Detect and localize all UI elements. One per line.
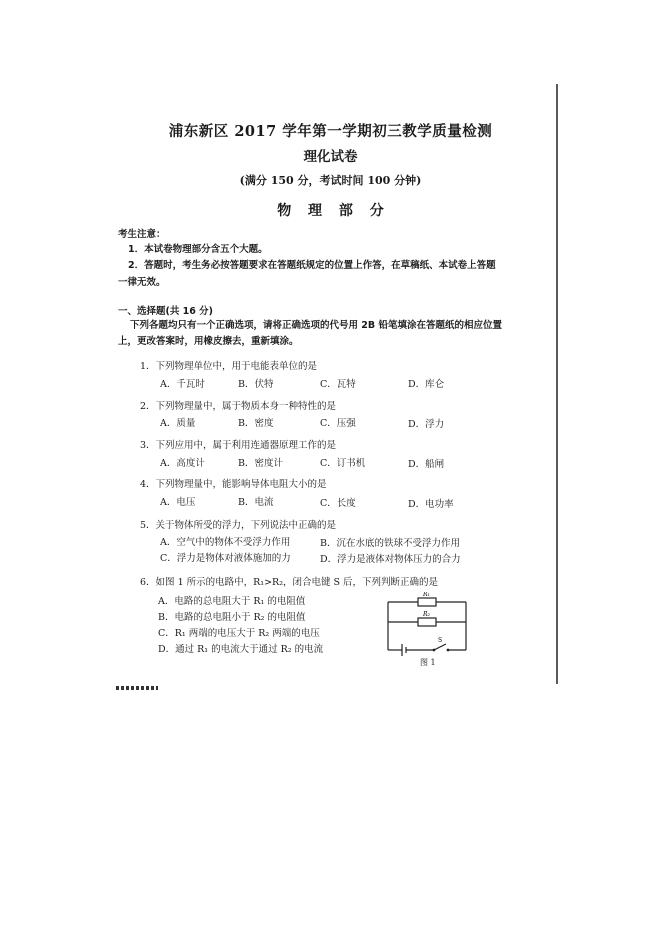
notice-item-1: 1．本试卷物理部分含五个大题。: [128, 244, 268, 255]
question-3-option-b: B．密度计: [238, 458, 283, 469]
question-6-option-a: A．电路的总电阻大于 R₁ 的电阻值: [158, 596, 306, 607]
exam-title: 浦东新区 2017 学年第一学期初三教学质量检测: [168, 123, 493, 140]
question-1-option-a: A．千瓦时: [160, 379, 205, 390]
question-2-option-c: C．压强: [320, 418, 356, 429]
page-mark: [116, 686, 158, 690]
question-6-stem: 6．如图 1 所示的电路中，R₁>R₂，闭合电键 S 后，下列判断正确的是: [140, 577, 439, 588]
part-heading: 一、选择题(共 16 分): [118, 306, 214, 317]
question-2-stem: 2．下列物理量中，属于物质本身一种特性的是: [140, 401, 337, 412]
switch-label: S: [438, 637, 443, 644]
exam-subtitle: 理化试卷: [303, 149, 358, 165]
question-3-option-a: A．高度计: [160, 458, 205, 469]
section-title: 物 理 部 分: [277, 203, 384, 219]
question-3-option-d: D．船闸: [408, 459, 445, 470]
question-4-option-b: B．电流: [238, 497, 274, 508]
question-2-option-b: B．密度: [238, 418, 274, 429]
question-3-stem: 3．下列应用中，属于利用连通器原理工作的是: [140, 440, 337, 451]
question-5-option-d: D．浮力是液体对物体压力的合力: [320, 554, 461, 565]
notice-heading: 考生注意：: [118, 229, 166, 240]
notice-item-2: 2．答题时，考生务必按答题要求在答题纸规定的位置上作答，在草稿纸、本试卷上答题: [128, 260, 496, 271]
question-1-stem: 1．下列物理单位中，用于电能表单位的是: [140, 361, 318, 372]
question-1-option-c: C．瓦特: [320, 379, 356, 390]
question-6-option-c: C．R₁ 两端的电压大于 R₂ 两端的电压: [158, 628, 320, 639]
question-2-option-d: D．浮力: [408, 419, 445, 430]
question-4-option-c: C．长度: [320, 498, 356, 509]
figure-caption: 图 1: [420, 658, 436, 667]
question-2-option-a: A．质量: [160, 418, 196, 429]
question-5-option-b: B．沉在水底的铁球不受浮力作用: [320, 538, 460, 549]
question-6-option-d: D．通过 R₁ 的电流大于通过 R₂ 的电流: [158, 644, 324, 655]
part-instruction: 下列各题均只有一个正确选项，请将正确选项的代号用 2B 铅笔填涂在答题纸的相应位置上，更改答案时，用橡皮擦去，重新填涂。: [118, 320, 502, 347]
question-1-option-d: D．库仑: [408, 379, 445, 390]
question-4-option-d: D．电功率: [408, 499, 454, 510]
question-1-option-b: B．伏特: [238, 379, 274, 390]
question-5-stem: 5．关于物体所受的浮力，下列说法中正确的是: [140, 520, 337, 531]
question-4-stem: 4．下列物理量中，能影响导体电阻大小的是: [140, 479, 327, 490]
question-3-option-c: C．订书机: [320, 458, 366, 469]
r1-label: R₁: [423, 592, 430, 598]
resistor-r1: [418, 598, 436, 606]
r2-label: R₂: [423, 611, 430, 618]
question-5-option-a: A．空气中的物体不受浮力作用: [160, 537, 291, 548]
switch-s: [434, 644, 446, 650]
notice-item-2-cont: 一律无效。: [118, 277, 166, 288]
question-4-option-a: A．电压: [160, 497, 196, 508]
question-5-option-c: C．浮力是物体对液体施加的力: [160, 553, 291, 564]
question-6-option-b: B．电路的总电阻小于 R₂ 的电阻值: [158, 612, 306, 623]
score-info: (满分 150 分，考试时间 100 分钟): [239, 174, 422, 187]
circuit-diagram: [384, 592, 470, 656]
resistor-r2: [418, 618, 436, 626]
